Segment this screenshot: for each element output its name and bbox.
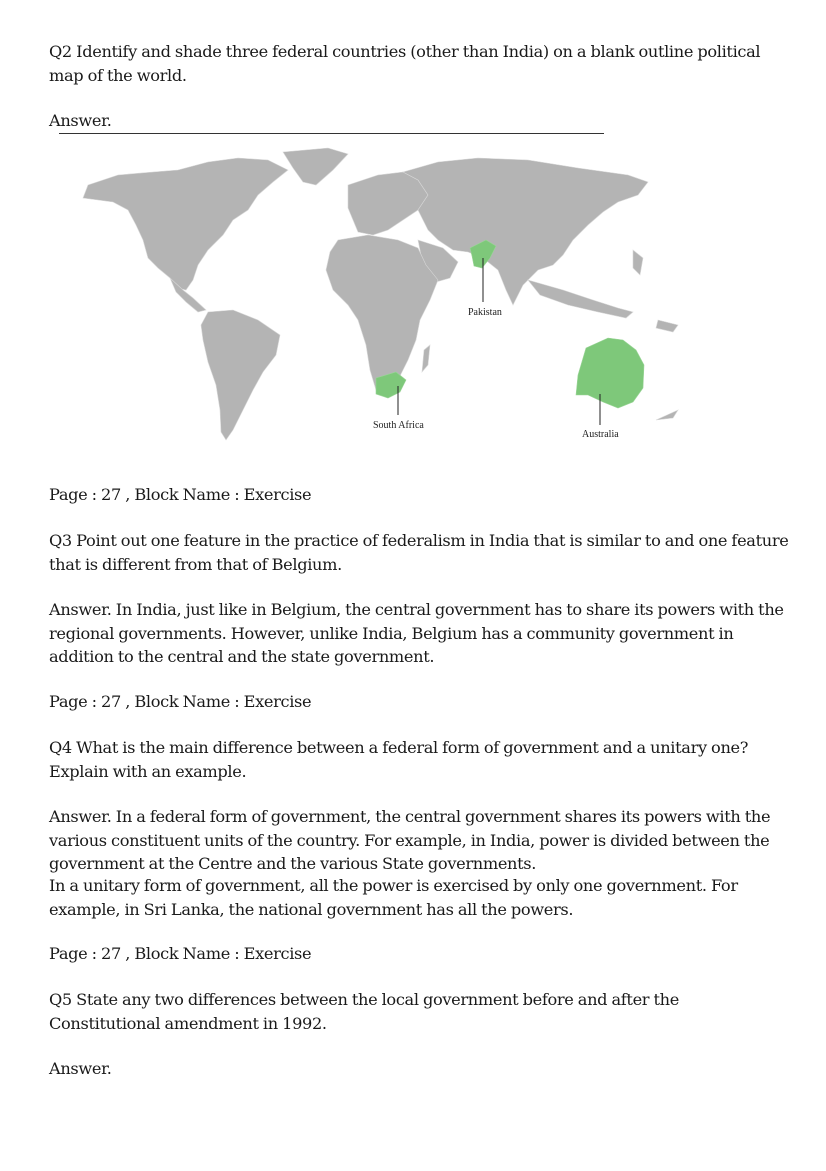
label-pakistan: Pakistan: [468, 307, 502, 318]
q5-answer-label: Answer.: [49, 1059, 112, 1078]
page-reference-2: Page : 27 , Block Name : Exercise: [49, 692, 312, 711]
q4-answer-part1: Answer. In a federal form of government, the central government shares its powers with the various constituent units of the country. For example, in India, power is divided between the government at the Centre and the various State governments.: [49, 807, 771, 873]
label-australia: Australia: [582, 429, 619, 440]
world-map: [58, 140, 688, 450]
africa: [326, 235, 438, 392]
australia-shape: [576, 338, 644, 408]
q5-question: Q5 State any two differences between the local government before and after the Constitutional amendment in 1992.: [49, 990, 679, 1033]
q2-answer-label: Answer.: [49, 111, 112, 130]
q3-answer: Answer. In India, just like in Belgium, the central government has to share its powers with the regional governments. However, unlike India, Belgium has a community government in addition to the central and the state government.: [49, 600, 784, 666]
page-reference-1: Page : 27 , Block Name : Exercise: [49, 485, 312, 504]
north-america: [83, 158, 288, 290]
page-reference-3: Page : 27 , Block Name : Exercise: [49, 944, 312, 963]
q3-question: Q3 Point out one feature in the practice of federalism in India that is similar to and one feature that is different from that of Belgium.: [49, 531, 789, 574]
label-south-africa: South Africa: [373, 420, 424, 431]
greenland: [283, 148, 348, 185]
answer-underline: [59, 133, 604, 134]
south-america: [201, 310, 280, 440]
asia: [403, 158, 648, 305]
q2-question: Q2 Identify and shade three federal countries (other than India) on a blank outline political map of the world.: [49, 42, 761, 85]
q4-question: Q4 What is the main difference between a federal form of government and a unitary one? Explain with an example.: [49, 738, 749, 781]
q4-answer-part2: In a unitary form of government, all the power is exercised by only one government. For example, in Sri Lanka, the national government has all the powers.: [49, 876, 738, 919]
europe: [348, 172, 428, 235]
